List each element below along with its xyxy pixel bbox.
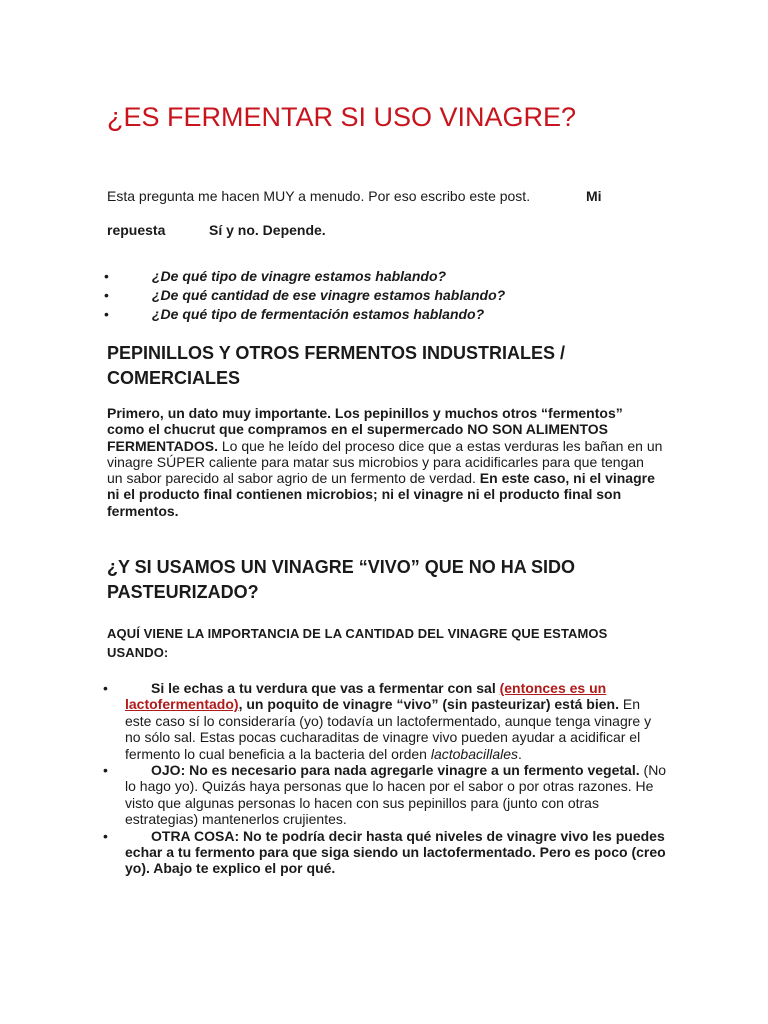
list-item — [100, 828, 670, 877]
section-subheading: AQUÍ VIENE LA IMPORTANCIA DE LA CANTIDAD DEL VINAGRE QUE ESTAMOS USANDO: — [107, 626, 608, 660]
detail-list — [100, 680, 670, 877]
section-heading-pepinillos: PEPINILLOS Y OTROS FERMENTOS INDUSTRIALES / COMERCIALES — [107, 343, 566, 388]
intro-line — [107, 187, 667, 205]
section-heading-vinagre-vivo: ¿Y SI USAMOS UN VINAGRE “VIVO” QUE NO HA SIDO PASTEURIZADO? — [107, 557, 576, 602]
answer-line — [107, 221, 326, 239]
lactofermentado-link[interactable]: (entonces es un lactofermentado) — [125, 680, 607, 713]
item-bold: OTRA COSA: No te podría decir hasta qué niveles de vinagre vivo les puedes echar a tu fermento para que siga siendo un lactofermentado. Pero es poco (creo yo). Abajo te explico el por qué. — [125, 827, 666, 877]
answer-label: repuesta — [107, 222, 166, 238]
question-text: ¿De qué cantidad de ese vinagre estamos hablando? — [152, 287, 506, 303]
item-italic: lactobacillales — [430, 745, 519, 762]
item-bold: OJO: No es necesario para nada agregarle vinagre a un fermento vegetal. — [151, 762, 640, 779]
item-bold-start: Si le echas a tu verdura que vas a fermentar con sal — [151, 680, 500, 696]
item-text: En este caso sí lo consideraría (yo) todavía un lactofermentado, aunque tenga vinagre y no sólo sal. Estas pocas cucharaditas de vinagre vivo pueden ayudar a acidificar el fermento lo cual beneficia a la bacteria del orden — [125, 696, 652, 762]
list-item — [100, 305, 505, 324]
paragraph-bold-conclusion: En este caso, ni el vinagre ni el producto final contienen microbios; ni el vinagre ni el producto final son fermentos. — [107, 470, 655, 519]
question-text: ¿De qué tipo de fermentación estamos hablando? — [152, 306, 485, 322]
paragraph-normal: Lo que he leído del proceso dice que a estas verduras les bañan en un vinagre SÚPER caliente para matar sus microbios y para acidificarles para que tengan un sabor parecido al sabor agrio de un fermento de verdad. — [107, 437, 663, 487]
section-paragraph — [107, 405, 663, 519]
bullet-icon: • — [103, 680, 108, 696]
item-end: . — [518, 745, 522, 762]
page-title: ¿ES FERMENTAR SI USO VINAGRE? — [107, 102, 577, 132]
intro-mi: Mi — [586, 188, 602, 204]
item-bold-end: , un poquito de vinagre “vivo” (sin pasteurizar) está bien. — [238, 696, 619, 713]
bullet-icon: • — [103, 827, 108, 844]
list-item — [100, 680, 670, 762]
bullet-icon: • — [104, 287, 109, 303]
bullet-icon: • — [103, 762, 108, 779]
list-item — [100, 267, 505, 286]
bullet-icon: • — [104, 306, 109, 322]
bullet-icon: • — [104, 268, 109, 284]
answer-text: Sí y no. Depende. — [209, 222, 326, 238]
question-text: ¿De qué tipo de vinagre estamos hablando? — [152, 268, 447, 284]
question-list — [100, 267, 505, 324]
list-item — [100, 286, 505, 305]
intro-text: Esta pregunta me hacen MUY a menudo. Por eso escribo este post. — [107, 188, 531, 204]
list-item — [100, 762, 670, 828]
item-text: (No lo hago yo). Quizás haya personas que lo hacen por el sabor o por otras razones. He visto que algunas personas lo hacen con sus pepinillos para (junto con otras estrategias) mantenerlos crujientes. — [125, 762, 667, 828]
paragraph-bold-intro: Primero, un dato muy importante. Los pepinillos y muchos otros “fermentos” como el chucrut que compramos en el supermercado NO SON ALIMENTOS FERMENTADOS. — [107, 405, 623, 454]
